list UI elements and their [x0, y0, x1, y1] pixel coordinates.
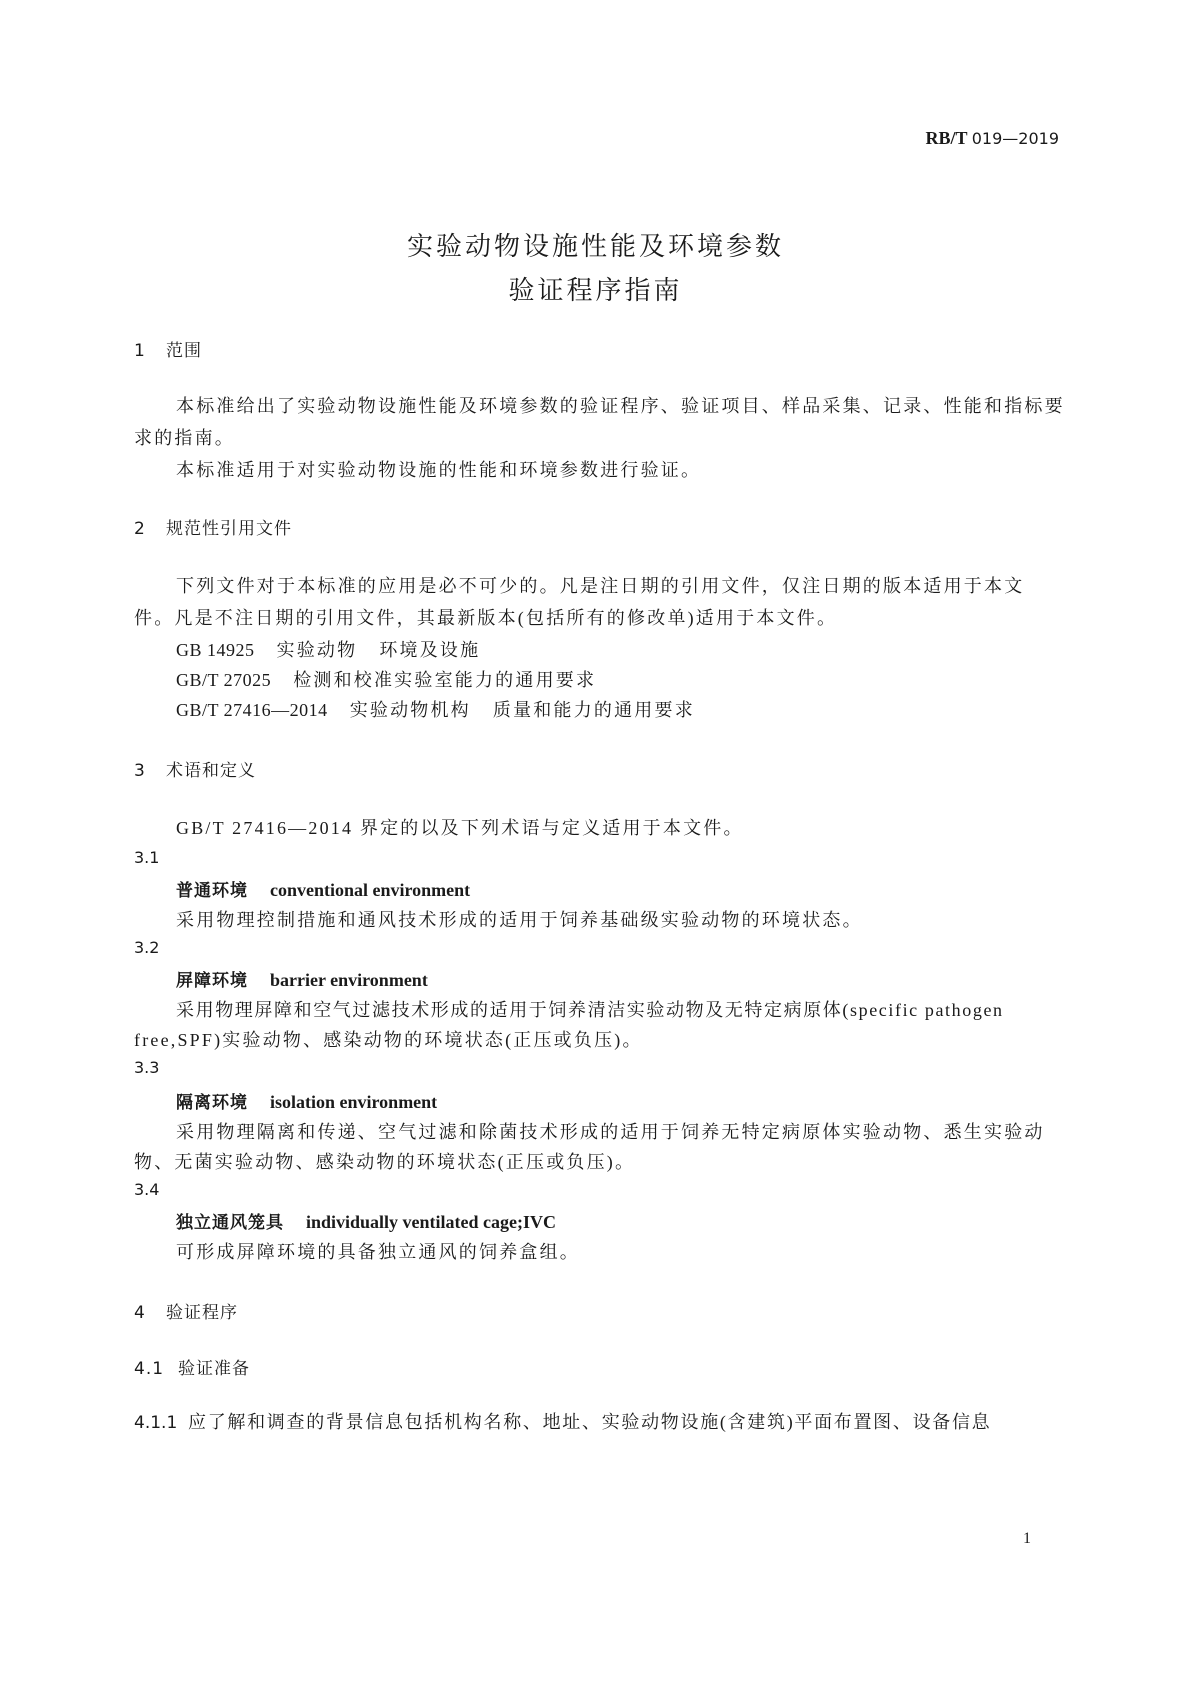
- term-definition-line-2: 物、无菌实验动物、感染动物的环境状态(正压或负压)。: [134, 1152, 636, 1172]
- term-definition-line-2: free,SPF)实验动物、感染动物的环境状态(正压或负压)。: [134, 1030, 643, 1050]
- section-title: 验证程序: [166, 1303, 238, 1323]
- section-number: 1: [134, 341, 146, 361]
- document-code: [925, 128, 1059, 149]
- document-title-line-1: 实验动物设施性能及环境参数: [406, 232, 784, 262]
- subsection-number: 4.1: [134, 1359, 165, 1379]
- term-en: barrier environment: [270, 970, 428, 990]
- reference-code: GB/T 27025: [176, 670, 272, 690]
- subsection-title: 验证准备: [178, 1359, 250, 1379]
- document-code-number: 019—2019: [971, 129, 1059, 148]
- reference-item: [176, 636, 480, 662]
- reference-code: GB 14925: [176, 640, 255, 660]
- reference-title-a: 检测和校准实验室能力的通用要求: [293, 670, 597, 690]
- term-number: 3.2: [134, 938, 160, 957]
- term-heading: [176, 876, 470, 901]
- section-title: 范围: [166, 341, 202, 361]
- section-1-heading: [134, 336, 202, 361]
- section-2-heading: [134, 514, 292, 539]
- reference-title-a: 实验动物: [276, 640, 358, 660]
- clause-4-1-1: [134, 1408, 991, 1434]
- term-zh: 普通环境: [176, 881, 248, 901]
- section-number: 3: [134, 761, 146, 781]
- term-number: 3.3: [134, 1058, 160, 1077]
- section-3-intro: GB/T 27416—2014 界定的以及下列术语与定义适用于本文件。: [176, 818, 744, 838]
- section-2-paragraph-line-2: 件。凡是不注日期的引用文件，其最新版本(包括所有的修改单)适用于本文件。: [134, 608, 838, 628]
- reference-title-b: 环境及设施: [379, 640, 481, 660]
- clause-number: 4.1.1: [134, 1413, 178, 1433]
- term-en: conventional environment: [270, 880, 471, 900]
- term-definition: 采用物理控制措施和通风技术形成的适用于饲养基础级实验动物的环境状态。: [176, 910, 863, 930]
- term-zh: 屏障环境: [176, 971, 248, 991]
- section-1-paragraph-2: 本标准适用于对实验动物设施的性能和环境参数进行验证。: [176, 460, 702, 480]
- subsection-4-1-heading: [134, 1354, 250, 1379]
- section-2-paragraph-line-1: 下列文件对于本标准的应用是必不可少的。凡是注日期的引用文件，仅注日期的版本适用于本文: [176, 576, 1025, 596]
- term-heading: [176, 1208, 556, 1233]
- term-en: individually ventilated cage;IVC: [306, 1212, 557, 1232]
- reference-title-a: 实验动物机构: [349, 700, 471, 720]
- reference-item: [176, 666, 596, 692]
- term-definition: 可形成屏障环境的具备独立通风的饲养盒组。: [176, 1242, 580, 1262]
- document-title-line-2: 验证程序指南: [508, 276, 683, 306]
- term-number: 3.1: [134, 848, 160, 867]
- reference-title-b: 质量和能力的通用要求: [492, 700, 695, 720]
- reference-code: GB/T 27416—2014: [176, 700, 328, 720]
- term-definition-line-1: 采用物理屏障和空气过滤技术形成的适用于饲养清洁实验动物及无特定病原体(specific pathogen: [176, 1000, 1004, 1020]
- term-heading: [176, 1088, 437, 1113]
- section-3-heading: [134, 756, 256, 781]
- section-number: 4: [134, 1303, 146, 1323]
- clause-text: 应了解和调查的背景信息包括机构名称、地址、实验动物设施(含建筑)平面布置图、设备信息: [188, 1412, 992, 1432]
- term-en: isolation environment: [270, 1092, 438, 1112]
- section-1-paragraph-1-line-2: 求的指南。: [134, 428, 235, 448]
- term-zh: 独立通风笼具: [176, 1213, 284, 1233]
- section-4-heading: [134, 1298, 238, 1323]
- term-number: 3.4: [134, 1180, 160, 1199]
- section-title: 规范性引用文件: [166, 519, 292, 539]
- term-definition-line-1: 采用物理隔离和传递、空气过滤和除菌技术形成的适用于饲养无特定病原体实验动物、悉生实验动: [176, 1122, 1045, 1142]
- document-code-prefix: RB/T: [925, 128, 968, 148]
- term-zh: 隔离环境: [176, 1093, 248, 1113]
- reference-item: [176, 696, 695, 722]
- section-title: 术语和定义: [166, 761, 256, 781]
- page-number: 1: [1023, 1530, 1031, 1547]
- term-heading: [176, 966, 428, 991]
- section-1-paragraph-1-line-1: 本标准给出了实验动物设施性能及环境参数的验证程序、验证项目、样品采集、记录、性能和指标要: [176, 396, 1065, 416]
- section-number: 2: [134, 519, 146, 539]
